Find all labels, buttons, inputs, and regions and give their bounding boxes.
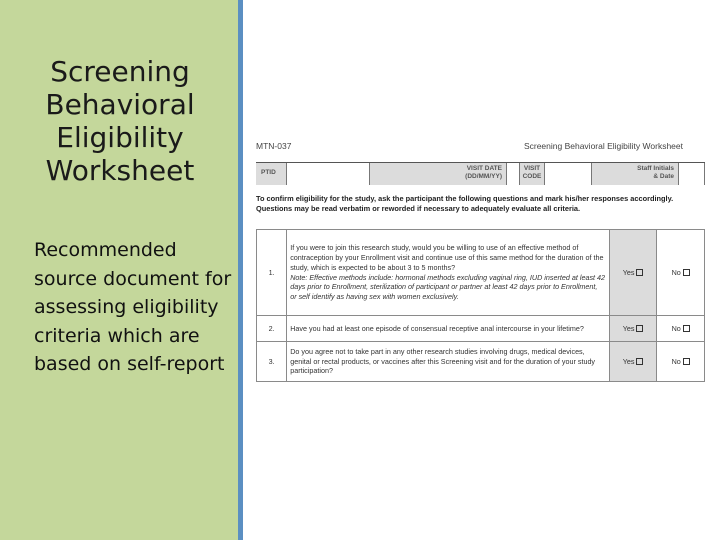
yes-checkbox[interactable] [636,269,643,276]
yes-option[interactable] [609,230,657,316]
slide-body-text: Recommended source document for assessing eligibility criteria which are based on self-report [34,239,232,376]
yes-label: Yes [622,356,635,366]
study-code: MTN-037 [256,141,292,151]
yes-option[interactable] [609,342,657,382]
question-text [287,230,610,316]
visit-date-value-cell [506,163,520,185]
question-number: 1. [257,230,287,316]
no-option[interactable] [657,230,705,316]
visit-date-label: VISIT DATE (DD/MM/YY) [370,163,506,185]
question-text: Do you agree not to take part in any other research studies involving drugs, medical devices, genital or rectal products, or vaccines after this Screening visit and for the duration of your study participation? [287,342,610,382]
question-number: 2. [257,316,287,342]
question-row [257,316,705,342]
ptid-value-cell [286,163,370,185]
worksheet-title: Screening Behavioral Eligibility Worksheet [523,141,683,151]
staff-initials-value-cell [678,163,705,185]
question-text: Have you had at least one episode of consensual receptive anal intercourse in your lifetime? [287,316,610,342]
yes-checkbox[interactable] [636,358,643,365]
no-checkbox[interactable] [683,325,690,332]
left-panel [0,0,238,540]
question-row [257,342,705,382]
no-label: No [671,356,681,366]
vertical-divider [238,0,243,540]
visit-code-value-cell [544,163,592,185]
eligibility-questions-table [256,229,705,382]
no-label: No [671,323,681,333]
worksheet-image [256,135,705,388]
question-number: 3. [257,342,287,382]
yes-checkbox[interactable] [636,325,643,332]
question-body: If you were to join this research study, would you be willing to use of an effective method of contraception by your Enrollment visit and continue use of this same method for the duration of the study, which is expected to be about 3 to 5 months? [290,243,604,272]
no-checkbox[interactable] [683,358,690,365]
header-fields-row [256,162,705,185]
ptid-label: PTID [256,163,286,185]
visit-code-label: VISIT CODE [520,163,544,185]
no-option[interactable] [657,316,705,342]
no-option[interactable] [657,342,705,382]
yes-label: Yes [622,323,635,333]
staff-initials-label: Staff Initials & Date [592,163,678,185]
slide-title: Screening Behavioral Eligibility Worksheet [45,55,195,187]
yes-option[interactable] [609,316,657,342]
question-note: Note: Effective methods include: hormonal methods excluding vaginal ring, IUD inserted at least 42 days prior to Enrollment, sterilization of participant or partner at least 42 days prior to Enrollment, or self identify as having sex with women exclusively. [290,272,606,301]
yes-label: Yes [622,267,635,277]
question-row [257,230,705,316]
no-label: No [671,267,681,277]
worksheet-instructions: To confirm eligibility for the study, ask the participant the following questions and mark his/her responses accordingly. Questions may be read verbatim or reworded if necessary to adequately evaluate all criteria. [256,194,674,213]
worksheet-header [256,141,705,153]
no-checkbox[interactable] [683,269,690,276]
